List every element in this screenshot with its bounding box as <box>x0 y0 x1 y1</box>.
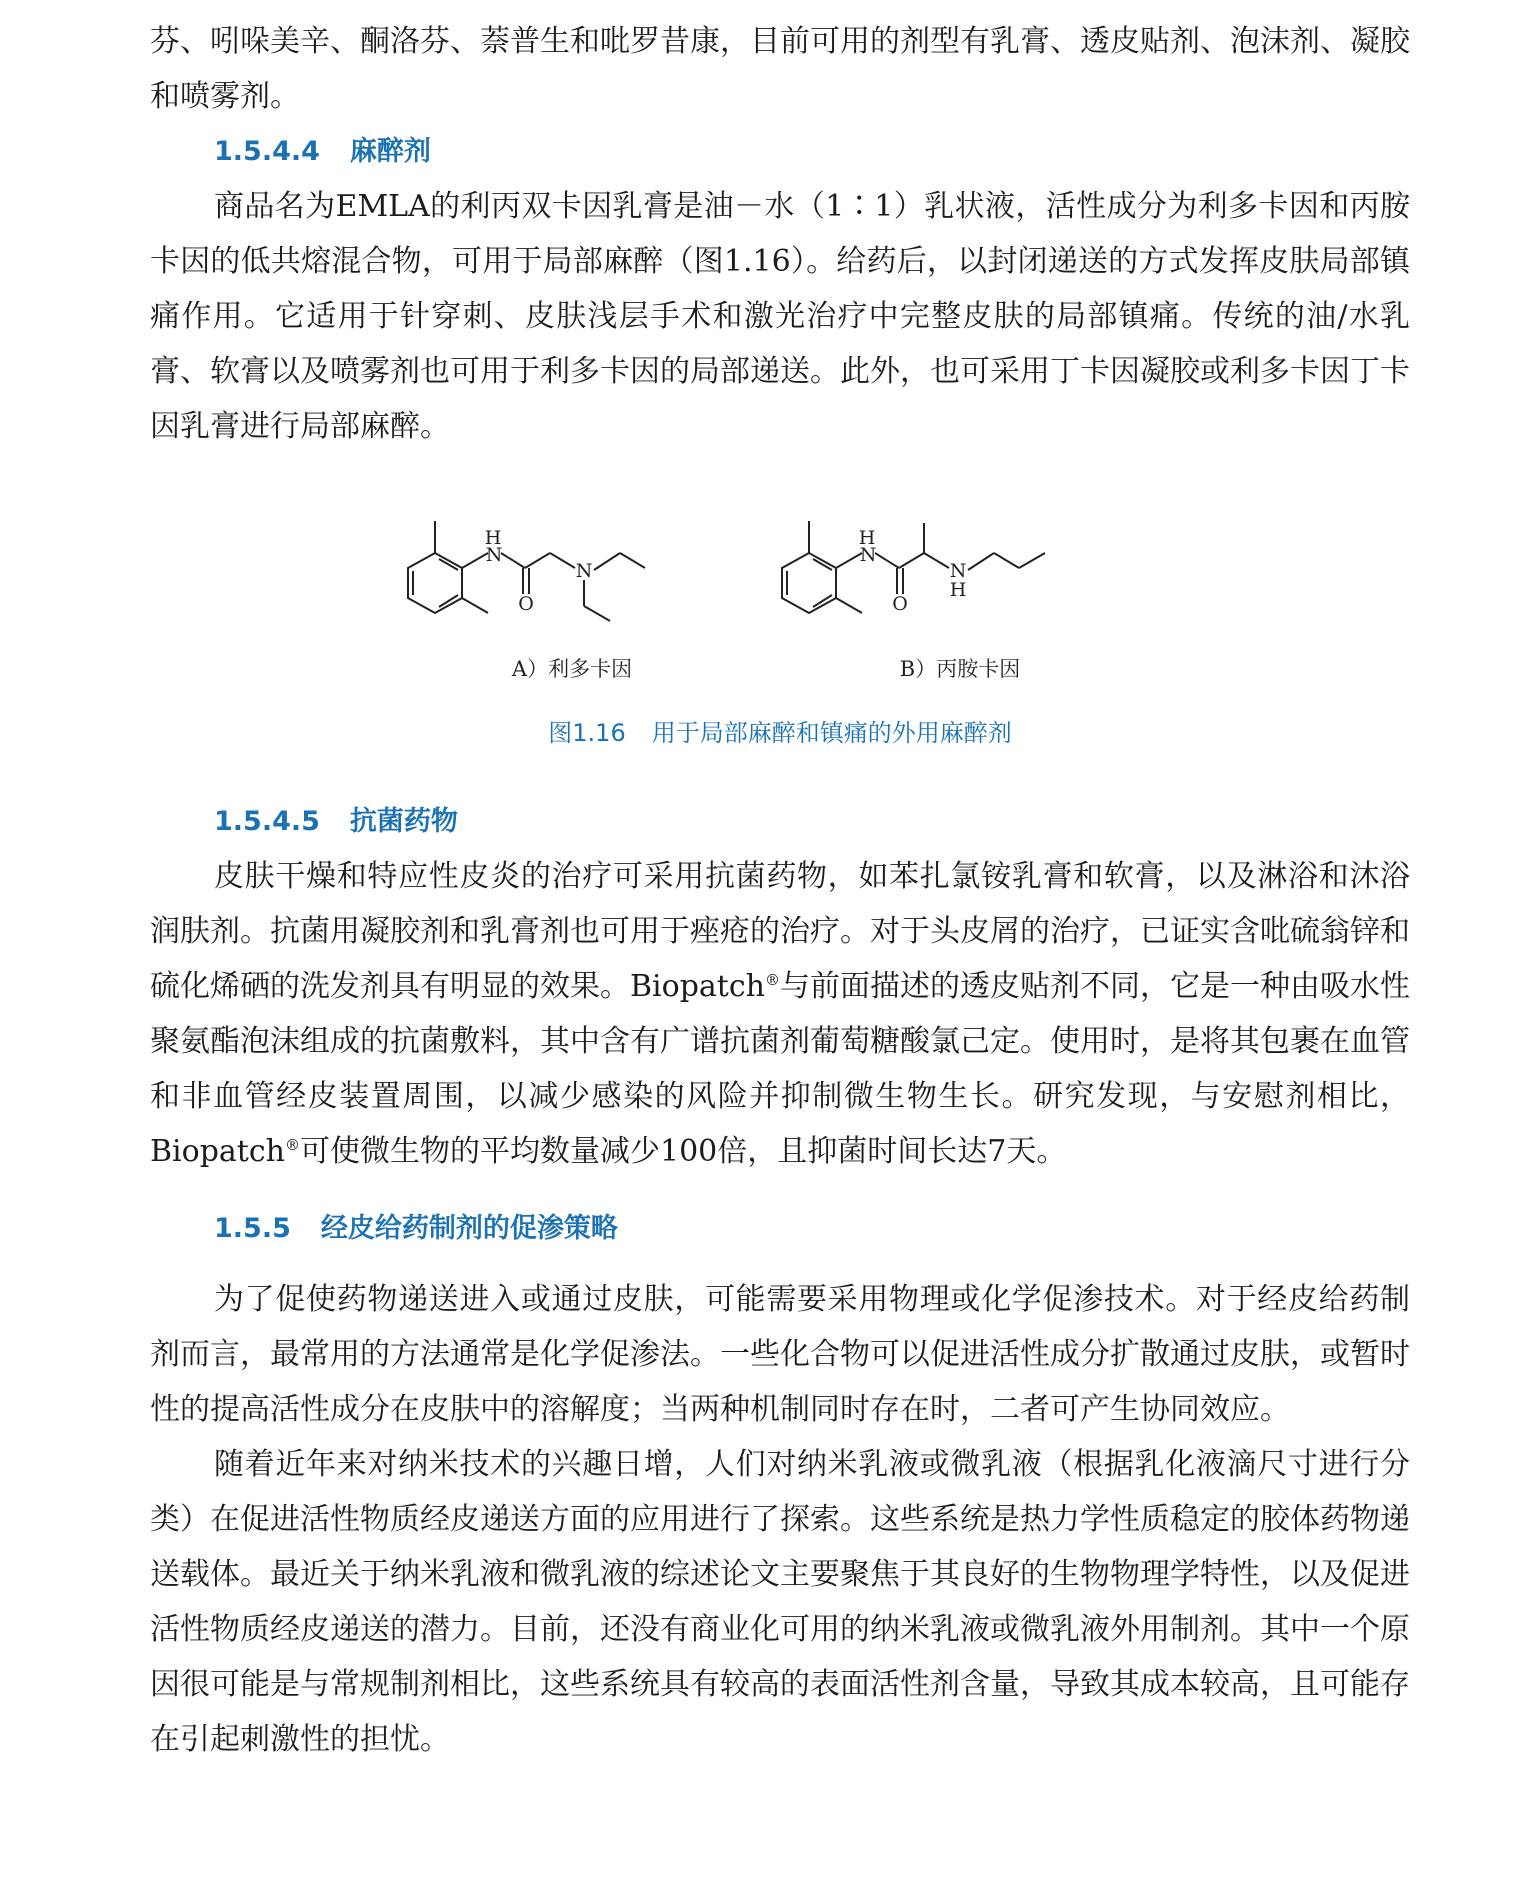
registered-mark: ® <box>764 971 780 989</box>
document-page <box>150 14 1410 1767</box>
section-title: 抗菌药物 <box>349 806 458 837</box>
lidocaine-structure <box>408 521 645 621</box>
section-title: 经皮给药制剂的促渗策略 <box>320 1213 618 1244</box>
section-heading-1544 <box>150 124 1410 179</box>
atom-label: H <box>484 527 502 549</box>
section-heading-1545 <box>150 794 1410 849</box>
atom-label: N <box>949 560 967 582</box>
penetration-paragraph-1: 为了促使药物递送进入或通过皮肤，可能需要采用物理或化学促渗技术。对于经皮给药制剂而言，最常用的方法通常是化学促渗法。一些化合物可以促进活性成分扩散通过皮肤，或暂时性的提高活性成分在皮肤中的溶解度；当两种机制同时存在时，二者可产生协同效应。 <box>150 1282 1410 1427</box>
label-prilocaine: B）丙胺卡因 <box>899 657 1021 681</box>
section-number: 1.5.5 <box>214 1213 291 1244</box>
intro-paragraph: 芬、吲哚美辛、酮洛芬、萘普生和吡罗昔康，目前可用的剂型有乳膏、透皮贴剂、泡沫剂、凝胶和喷雾剂。 <box>150 24 1410 114</box>
figure-caption-text: 用于局部麻醉和镇痛的外用麻醉剂 <box>651 719 1012 747</box>
atom-label: O <box>518 593 534 615</box>
penetration-paragraph-2: 随着近年来对纳米技术的兴趣日增，人们对纳米乳液或微乳液（根据乳化液滴尺寸进行分类）在促进活性物质经皮递送方面的应用进行了探索。这些系统是热力学性质稳定的胶体药物递送载体。最近关于纳米乳液和微乳液的综述论文主要聚焦于其良好的生物物理学特性，以及促进活性物质经皮递送的潜力。目前，还没有商业化可用的纳米乳液或微乳液外用制剂。其中一个原因很可能是与常规制剂相比，这些系统具有较高的表面活性剂含量，导致其成本较高，且可能存在引起刺激性的担忧。 <box>150 1447 1410 1757</box>
atom-label: N <box>575 560 593 582</box>
paragraph-text: 皮肤干燥和特应性皮炎的治疗可采用抗菌药物，如苯扎氯铵乳膏和软膏，以及淋浴和沐浴润肤剂。抗菌用凝胶剂和乳膏剂也可用于痤疮的治疗。对于头皮屑的治疗，已证实含吡硫翁锌和硫化烯硒的洗发剂具有明显的效果。Biopatch <box>150 859 1410 1004</box>
section-number: 1.5.4.5 <box>214 806 320 837</box>
paragraph-text: 与前面描述的透皮贴剂不同，它是一种由吸水性聚氨酯泡沫组成的抗菌敷料，其中含有广谱抗菌剂葡萄糖酸氯己定。使用时，是将其包裹在血管和非血管经皮装置周围，以减少感染的风险并抑制微生物生长。研究发现，与安慰剂相比，Biopatch <box>150 969 1410 1169</box>
prilocaine-structure <box>782 521 1045 615</box>
label-lidocaine: A）利多卡因 <box>511 657 633 681</box>
figure-caption <box>150 713 1410 748</box>
section-heading-155 <box>150 1201 1410 1256</box>
atom-label: O <box>892 593 908 615</box>
figure-1-16 <box>150 476 1410 776</box>
anesthetic-paragraph: 商品名为EMLA的利丙双卡因乳膏是油－水（1∶1）乳状液，活性成分为利多卡因和丙胺卡因的低共熔混合物，可用于局部麻醉（图1.16）。给药后，以封闭递送的方式发挥皮肤局部镇痛作用。它适用于针穿刺、皮肤浅层手术和激光治疗中完整皮肤的局部镇痛。传统的油/水乳膏、软膏以及喷雾剂也可用于利多卡因的局部递送。此外，也可采用丁卡因凝胶或利多卡因丁卡因乳膏进行局部麻醉。 <box>150 189 1410 444</box>
atom-label: N <box>485 544 503 566</box>
atom-label: H <box>949 579 967 601</box>
atom-label: H <box>858 527 876 549</box>
paragraph-text: 可使微生物的平均数量减少100倍，且抑菌时间长达7天。 <box>299 1134 1067 1169</box>
section-number: 1.5.4.4 <box>214 136 320 167</box>
antibacterial-paragraph <box>150 849 1410 1179</box>
atom-label: N <box>859 544 877 566</box>
registered-mark: ® <box>284 1136 300 1154</box>
section-title: 麻醉剂 <box>349 136 431 167</box>
figure-number: 图1.16 <box>548 719 626 747</box>
